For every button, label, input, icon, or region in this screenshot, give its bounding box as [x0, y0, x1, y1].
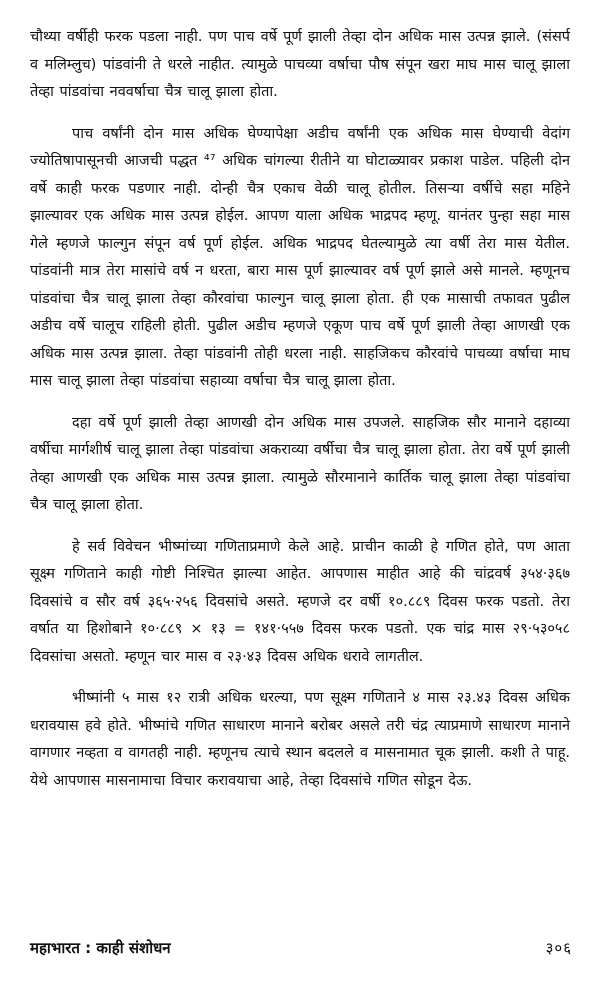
- paragraph-4: हे सर्व विवेचन भीष्मांच्या गणिताप्रमाणे केले आहे. प्राचीन काळी हे गणित होते, पण आता सूक्ष्म गणिताने काही गोष्टी निश्चित झाल्या आहेत. आपणास माहीत आहे की चांद्रवर्ष ३५४·३६७ दिवसांचे व सौर वर्ष ३६५·२५६ दिवसांचे असते. म्हणजे दर वर्षी १०.८८९ दिवस फरक पडतो. तेरा वर्षात या हिशोबाने १०·८८९ × १३ = १४१·५५७ दिवस फरक पडतो. एक चांद्र मास २९·५३०५८ दिवसांचा असतो. म्हणून चार मास व २३·४३ दिवस अधिक धरावे लागतील.: [30, 538, 570, 665]
- paragraph-2: पाच वर्षांनी दोन मास अधिक घेण्यापेक्षा अडीच वर्षांनी एक अधिक मास घेण्याची वेदांग ज्योतिषापासूनची आजची पद्धत ⁴⁷ अधिक चांगल्या रीतीने या घोटाळ्यावर प्रकाश पाडेल. पहिली दोन वर्षे काही फरक पडणार नाही. दोन्ही चैत्र एकाच वेळी चालू होतील. तिसऱ्या वर्षीचे सहा महिने झाल्यावर एक अधिक मास उत्पन्न होईल. आपण याला अधिक भाद्रपद म्हणू. यानंतर पुन्हा सहा मास गेले म्हणजे फाल्गुन संपून वर्ष पूर्ण होईल. अधिक भाद्रपद घेतल्यामुळे त्या वर्षी तेरा मास येतील. पांडवांनी मात्र तेरा मासांचे वर्ष न धरता, बारा मास पूर्ण झाल्यावर वर्ष पूर्ण झाले असे मानले. म्हणूनच पांडवांचा चैत्र चालू झाला तेव्हा कौरवांचा फाल्गुन चालू झाला होता. ही एक मासाची तफावत पुढील अडीच वर्षे चालूच राहिली होती. पुढील अडीच म्हणजे एकूण पाच वर्षे पूर्ण झाली तेव्हा आणखी एक अधिक मास उत्पन्न झाला. तेव्हा पांडवांनी तोही धरला नाही. साहजिकच कौरवांचे पाचव्या वर्षाचा माघ मास चालू झाला तेव्हा पांडवांचा सहाव्या वर्षाचा चैत्र चालू झाला होता.: [30, 125, 570, 389]
- page-number: ३०६: [545, 939, 572, 957]
- document-page: [30, 24, 570, 809]
- paragraph-5: भीष्मांनी ५ मास १२ रात्री अधिक धरल्या, पण सूक्ष्म गणिताने ४ मास २३.४३ दिवस अधिक धरावयास हवे होते. भीष्मांचे गणित साधारण मानाने बरोबर असले तरी चंद्र त्याप्रमाणे साधारण मानाने वागणार नव्हता व वागतही नाही. म्हणूनच त्याचे स्थान बदलले व मासनामात चूक झाली. कशी ते पाहू. येथे आपणास मासनामाचा विचार करावयाचा आहे, तेव्हा दिवसांचे गणित सोडून देऊ.: [30, 690, 570, 789]
- book-title: महाभारत : काही संशोधन: [30, 939, 171, 957]
- paragraph-3: दहा वर्षे पूर्ण झाली तेव्हा आणखी दोन अधिक मास उपजले. साहजिक सौर मानाने दहाव्या वर्षीचा मार्गशीर्ष चालू झाला तेव्हा पांडवांचा अकराव्या वर्षीचा चैत्र चालू झाला होता. तेरा वर्षे पूर्ण झाली तेव्हा आणखी एक अधिक मास उत्पन्न झाला. त्यामुळे सौरमानाने कार्तिक चालू झाला तेव्हा पांडवांचा चैत्र चालू झाला होता.: [30, 414, 570, 513]
- paragraph-1: चौथ्या वर्षीही फरक पडला नाही. पण पाच वर्षे पूर्ण झाली तेव्हा दोन अधिक मास उत्पन्न झाले. (संसर्प व मलिम्लुच) पांडवांनी ते धरले नाहीत. त्यामुळे पाचव्या वर्षाचा पौष संपून खरा माघ मास चालू झाला तेव्हा पांडवांचा नववर्षाचा चैत्र चालू झाला होता.: [30, 29, 570, 100]
- page-footer: [30, 934, 572, 962]
